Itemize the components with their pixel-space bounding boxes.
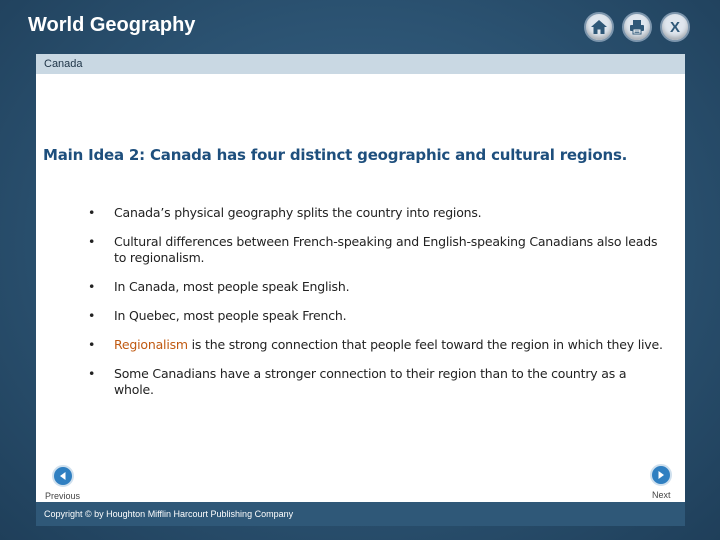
print-button[interactable]: [622, 12, 652, 42]
next-label[interactable]: Next: [652, 490, 671, 500]
close-glyph: X: [669, 19, 681, 36]
close-button[interactable]: [660, 12, 690, 42]
arrow-right-icon: [656, 470, 666, 480]
bullet-text: In Quebec, most people speak French.: [114, 308, 347, 323]
previous-label[interactable]: Previous: [45, 491, 81, 501]
key-term-regionalism: Regionalism: [114, 337, 188, 352]
home-icon: [590, 18, 608, 36]
bullet-list: [88, 205, 668, 398]
bullet-text: Some Canadians have a stronger connection to their region than to the country as a whole.: [114, 366, 627, 397]
bullet-item: [88, 234, 668, 266]
bullet-text: Canada’s physical geography splits the country into regions.: [114, 205, 482, 220]
slide-content: [36, 74, 685, 502]
copyright-footer: Copyright © by Houghton Mifflin Harcourt Publishing Company: [36, 502, 685, 526]
bullet-item: [88, 308, 668, 324]
previous-button[interactable]: [52, 465, 74, 487]
bullet-text: In Canada, most people speak English.: [114, 279, 350, 294]
bullet-marker: •: [88, 279, 96, 294]
printer-icon: [628, 18, 646, 36]
bullet-item: [88, 205, 668, 221]
bullet-marker: •: [88, 366, 96, 381]
bullet-item: [88, 366, 668, 398]
section-label: Canada: [36, 54, 685, 74]
next-button[interactable]: [650, 464, 672, 486]
app-title: World Geography: [28, 14, 196, 36]
bullet-item: [88, 337, 668, 353]
bullet-marker: •: [88, 205, 96, 220]
bullet-marker: •: [88, 337, 96, 352]
home-button[interactable]: [584, 12, 614, 42]
arrow-left-icon: [58, 471, 68, 481]
bullet-item: [88, 279, 668, 295]
bullet-marker: •: [88, 308, 96, 323]
bullet-text: Cultural differences between French-speaking and English-speaking Canadians also leads to regionalism.: [114, 234, 658, 265]
bullet-marker: •: [88, 234, 96, 249]
close-icon: [666, 18, 684, 36]
main-idea-heading: Main Idea 2: Canada has four distinct geographic and cultural regions.: [43, 146, 628, 164]
bullet-text: is the strong connection that people feel toward the region in which they live.: [187, 337, 663, 352]
top-toolbar: [584, 12, 690, 42]
